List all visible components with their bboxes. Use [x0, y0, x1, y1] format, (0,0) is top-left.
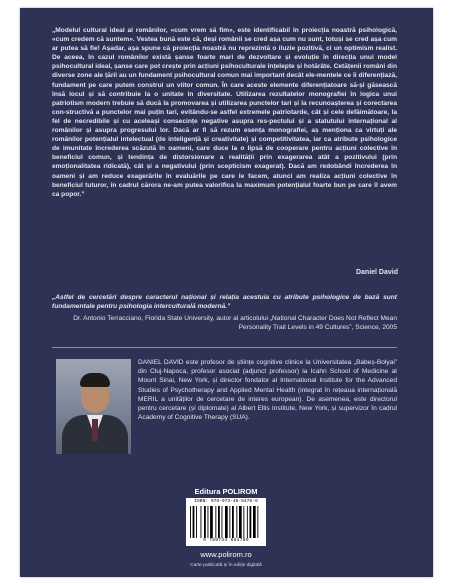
author-photo — [56, 359, 131, 454]
blurb-text: „Modelul cultural ideal al românilor, «cum vrem să fim», este identificabil în proiecția noastră psihologică, «cum credem că suntem». Vestea bună este că, deși românii se cred așa cum nu sunt, totuși se cred așa cum ar putea să fie! Așadar, așa spune că proiecția noastră nu reprezintă o iluzie pozitivă, ci un optimism realist. De aceea, în cazul românilor există șanse foarte mari de dezvoltare și evoluție în direcția unui model psihocultural ideal, șanse care pot crește prin acțiuni psihoculturale înțelepte și hotărâte. Cetățenii români din diverse zone ale țării au un fundament psihocultural comun mai important decât ele-mentele ce îi diferențiază, fundament pe care putem construi un viitor comun. În care aceste elemente diferențiatoare să-și găsească însă locul și să contribuie la o unitate în diversitate. Utilizarea rezultatelor monografiei în logica unui patriotism modern trebuie să ducă la promovarea și utilizarea punctelor tari și la recunoașterea și corectarea con-structivă a punctelor mai puțin tari, evitându-se astfel extremele patriotarde, cât și cele defăimătoare, la fel de necredibile și cu aceleași consecințe negative asupra res-pectului și a statutului internațional al românilor și asupra progresului lor. Dacă ar fi să rezum esența monografiei, aș menționa ca virtuți ale românilor potențialul intelectual (de inteligență și creativitate) și competitivitatea, iar ca atribute psihologice de imunitate încrederea scăzută în oameni, care duce la o lipsă de cooperare pentru acțiuni colective în beneficiul comun, și tendința de distorsionare a realității prin exagerarea atât a pozitivului (prin emoționalitatea ridicată), cât și a negativului (prin scepticism exagerat). Dacă am redobândi încrederea în oameni și am reduce exagerările în evaluările pe care le facem, atunci am realiza acțiuni colective în beneficiul tuturor, în cadrul cărora ne-am putea valorifica la maximum potențialul foarte bun pe care îl avem ca popor.” — [52, 27, 397, 198]
barcode — [186, 498, 266, 546]
isbn-text: ISBN: 978-973-46-5478-9 — [194, 499, 258, 504]
author-bio: DANIEL DAVID este profesor de științe cognitive clinice la Universitatea „Babeș-Bolyai” din Cluj-Napoca, profesor asociat (adjunct professor) la Icahn School of Medicine at Mount Sinai, New York, și director fondator al International Institute for the Advanced Studies of Psychotherapy and Applied Mental Health (integrat în rețeaua internațională MERIL a unităților de cercetare de interes european). De asemenea, este directorul pentru cercetare (și diplomate) al Albert Ellis Institute, New York, și supervizor în cadrul Academy of Cognitive Therapy (SUA). — [138, 359, 397, 422]
digital-edition-note: Carte publicată și în ediție digitală — [190, 563, 262, 568]
publisher-name: Editura POLIROM — [194, 487, 258, 496]
section-divider — [52, 347, 397, 348]
barcode-bars — [190, 506, 262, 538]
publisher-url: www.polirom.ro — [200, 550, 252, 559]
endorsement-attribution: Dr. Antonio Terracciano, Florida State University, autor al articolului „National Character Does Not Reflect Mean Personality Trait Levels in 49 Cultures”, Science, 2005 — [73, 315, 397, 331]
blurb-signature: Daniel David — [355, 269, 398, 276]
barcode-digits: 9 789734 654789 — [203, 538, 249, 543]
endorsement-quote: „Astfel de cercetări despre caracterul național și relația acestuia cu atribute psihologice de bază sunt fundamentale pentru psihologia interculturală modernă.” — [52, 294, 397, 310]
